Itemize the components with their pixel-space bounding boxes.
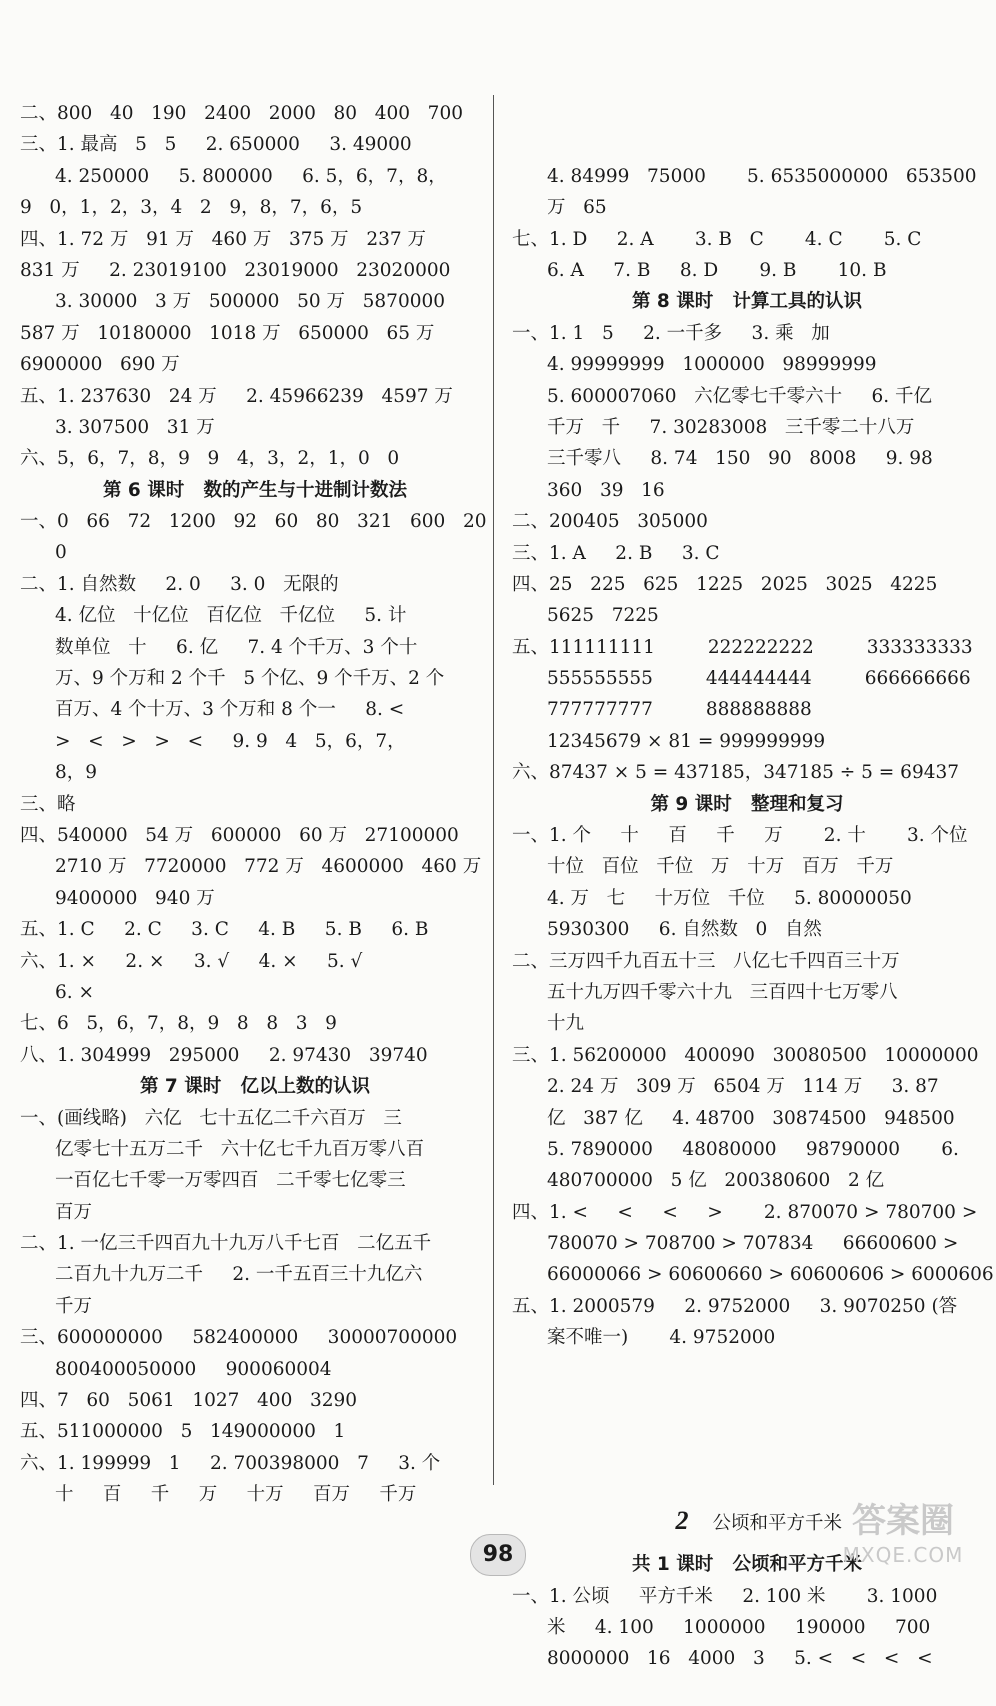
answer-line: 二百九十九万二千 2. 一千五百三十九亿六 — [55, 1264, 423, 1286]
answer-line: 5930300 6. 自然数 0 自然 — [547, 919, 822, 941]
right-column-top — [512, 161, 994, 1354]
answer-line: 二、三万四千九百五十三 八亿七千四百三十万 — [512, 950, 900, 972]
watermark-line2: MXQE.COM — [842, 1543, 964, 1567]
answer-line: 12345679 × 81 = 999999999 — [547, 730, 826, 752]
answer-line: 4. 250000 5. 800000 6. 5，6，7，8， — [55, 165, 447, 187]
answer-line: 二、800 40 190 2400 2000 80 400 700 — [20, 103, 463, 124]
answer-line: 8，9 — [55, 762, 98, 784]
answer-line: 831 万 2. 23019100 23019000 23020000 — [20, 259, 451, 281]
answer-line: 万 65 — [547, 197, 607, 219]
answer-line: 800400050000 900060004 — [55, 1358, 332, 1380]
answer-line: 百万、4 个十万、3 个万和 8 个一 8. < — [55, 699, 405, 721]
answer-line: 亿零七十五万二千 六十亿七千九百万零八百 — [55, 1138, 425, 1160]
answer-line: 四、7 60 5061 1027 400 3290 — [20, 1390, 358, 1412]
answer-line: 3. 30000 3 万 500000 50 万 5870000 — [55, 291, 446, 313]
answer-line: 0 — [55, 542, 67, 564]
answer-line: 三、600000000 582400000 30000700000 — [20, 1327, 458, 1349]
answer-line: 480700000 5 亿 200380600 2 亿 — [547, 1170, 885, 1192]
section-title: 公顷和平方千米 — [712, 1513, 843, 1535]
answer-line: 587 万 10180000 1018 万 650000 65 万 — [20, 322, 435, 344]
answer-line: 二、1. 一亿三千四百九十九万八千七百 二亿五千 — [20, 1233, 432, 1255]
answer-line: 千万 千 7. 30283008 三千零二十八万 — [547, 416, 915, 438]
answer-line: 五、1. C 2. C 3. C 4. B 5. B 6. B — [20, 919, 429, 941]
lesson-heading: 第 9 课时 整理和复习 — [650, 793, 844, 815]
answer-line: 五、1. 237630 24 万 2. 45966239 4597 万 — [20, 385, 453, 407]
answer-line: 4. 84999 75000 5. 6535000000 653500 — [547, 165, 977, 187]
page-number: 98 — [470, 1534, 526, 1576]
answer-line: 数单位 十 6. 亿 7. 4 个千万、3 个十 — [55, 636, 418, 658]
section-number: 2 — [675, 1506, 689, 1536]
answer-line: 四、25 225 625 1225 2025 3025 4225 — [512, 573, 938, 595]
answer-line: 十九 — [547, 1013, 585, 1035]
answer-line: 三千零八 8. 74 150 90 8008 9. 98 — [547, 448, 933, 470]
answer-line: 五、111111111 222222222 333333333 — [512, 636, 973, 658]
answer-line: 二、1. 自然数 2. 0 3. 0 无限的 — [20, 573, 339, 595]
answer-line: 五、511000000 5 149000000 1 — [20, 1421, 346, 1443]
answer-line: 9400000 940 万 — [55, 887, 215, 909]
answer-line: 亿 387 亿 4. 48700 30874500 948500 — [547, 1107, 955, 1129]
answer-line: 四、1. < < < > 2. 870070 > 780700 > — [512, 1201, 978, 1223]
answer-line: 一、(画线略) 六亿 七十五亿二千六百万 三 — [20, 1107, 402, 1129]
answer-line: 万、9 个万和 2 个千 5 个亿、9 个千万、2 个 — [55, 668, 445, 690]
answer-line: 米 4. 100 1000000 190000 700 — [547, 1617, 931, 1639]
answer-line: 五、1. 2000579 2. 9752000 3. 9070250 (答 — [512, 1295, 958, 1317]
answer-line: 5625 7225 — [547, 605, 659, 627]
answer-line: 780070 > 708700 > 707834 66600600 > — [547, 1233, 959, 1255]
answer-line: 360 39 16 — [547, 479, 665, 501]
answer-line: 十 百 千 万 十万 百万 千万 — [55, 1484, 417, 1506]
answer-line: 777777777 888888888 — [547, 699, 812, 721]
answer-line: 一、1. 公顷 平方千米 2. 100 米 3. 1000 — [512, 1585, 938, 1607]
watermark-line1: 答案圈 — [852, 1501, 954, 1541]
watermark-logo — [828, 1500, 978, 1584]
answer-line: 七、1. D 2. A 3. B C 4. C 5. C — [512, 228, 922, 250]
answer-line: 三、1. A 2. B 3. C — [512, 542, 720, 564]
answer-line: 3. 307500 31 万 — [55, 416, 215, 438]
answer-line: 三、略 — [20, 793, 76, 815]
answer-line: 十位 百位 千位 万 十万 百万 千万 — [547, 856, 894, 878]
answer-line: 六、5，6，7，8，9 9 4，3，2，1，0 0 — [20, 448, 400, 470]
answer-line: 一、0 66 72 1200 92 60 80 321 600 20 — [20, 511, 487, 533]
right-column — [512, 98, 994, 1706]
answer-line: 一百亿七千零一万零四百 二千零七亿零三 — [55, 1170, 406, 1192]
left-column — [20, 98, 490, 1511]
answer-line: 七、6 5，6，7，8，9 8 8 3 9 — [20, 1013, 337, 1035]
answer-line: 4. 99999999 1000000 98999999 — [547, 354, 877, 376]
answer-line: 5. 7890000 48080000 98790000 6. — [547, 1138, 959, 1160]
lesson-heading: 第 7 课时 亿以上数的认识 — [139, 1076, 371, 1098]
answer-line: 4. 万 七 十万位 千位 5. 80000050 — [547, 887, 912, 909]
lesson-heading: 第 6 课时 数的产生与十进制计数法 — [102, 479, 408, 501]
answer-line: 6. A 7. B 8. D 9. B 10. B — [547, 259, 887, 281]
answer-line: 四、1. 72 万 91 万 460 万 375 万 237 万 — [20, 228, 427, 250]
answer-line: 三、1. 最高 5 5 2. 650000 3. 49000 — [20, 134, 412, 156]
answer-line: 六、87437 × 5 = 437185，347185 ÷ 5 = 69437 — [512, 762, 960, 784]
answer-line: 六、1. 199999 1 2. 700398000 7 3. 个 — [20, 1452, 441, 1474]
column-divider — [493, 95, 494, 1485]
answer-line: 8000000 16 4000 3 5. < < < < — [547, 1648, 933, 1670]
answer-line: 五十九万四千零六十九 三百四十七万零八 — [547, 981, 898, 1003]
answer-line: 9 0，1，2，3，4 2 9，8，7，6，5 — [20, 197, 363, 219]
lesson-heading: 共 1 课时 公顷和平方千米 — [631, 1554, 863, 1576]
answer-line: 百万 — [55, 1201, 93, 1223]
answer-line: 千万 — [55, 1295, 93, 1317]
answer-line: 6. × — [55, 981, 95, 1003]
answer-line: 案不唯一) 4. 9752000 — [547, 1327, 776, 1349]
answer-line: 4. 亿位 十亿位 百亿位 千亿位 5. 计 — [55, 605, 407, 627]
answer-line: 二、200405 305000 — [512, 511, 708, 533]
answer-line: 66000066 > 60600660 > 60600606 > 6000606 — [547, 1264, 994, 1286]
answer-line: 一、1. 个 十 百 千 万 2. 十 3. 个位 — [512, 825, 968, 847]
answer-line: 6900000 690 万 — [20, 354, 180, 376]
answer-line: 555555555 444444444 666666666 — [547, 668, 971, 690]
answer-line: 2. 24 万 309 万 6504 万 114 万 3. 87 — [547, 1076, 939, 1098]
lesson-heading: 第 8 课时 计算工具的认识 — [631, 291, 863, 313]
answer-line: 5. 600007060 六亿零七千零六十 6. 千亿 — [547, 385, 933, 407]
answer-line: 八、1. 304999 295000 2. 97430 39740 — [20, 1044, 428, 1066]
answer-line: 四、540000 54 万 600000 60 万 27100000 — [20, 824, 459, 846]
answer-line: 六、1. × 2. × 3. √ 4. × 5. √ — [20, 950, 363, 972]
answer-line: > < > > < 9. 9 4 5，6，7， — [55, 730, 406, 752]
answer-line: 三、1. 56200000 400090 30080500 10000000 — [512, 1044, 979, 1066]
answer-line: 一、1. 1 5 2. 一千多 3. 乘 加 — [512, 322, 830, 344]
answer-line: 2710 万 7720000 772 万 4600000 460 万 — [55, 856, 482, 878]
